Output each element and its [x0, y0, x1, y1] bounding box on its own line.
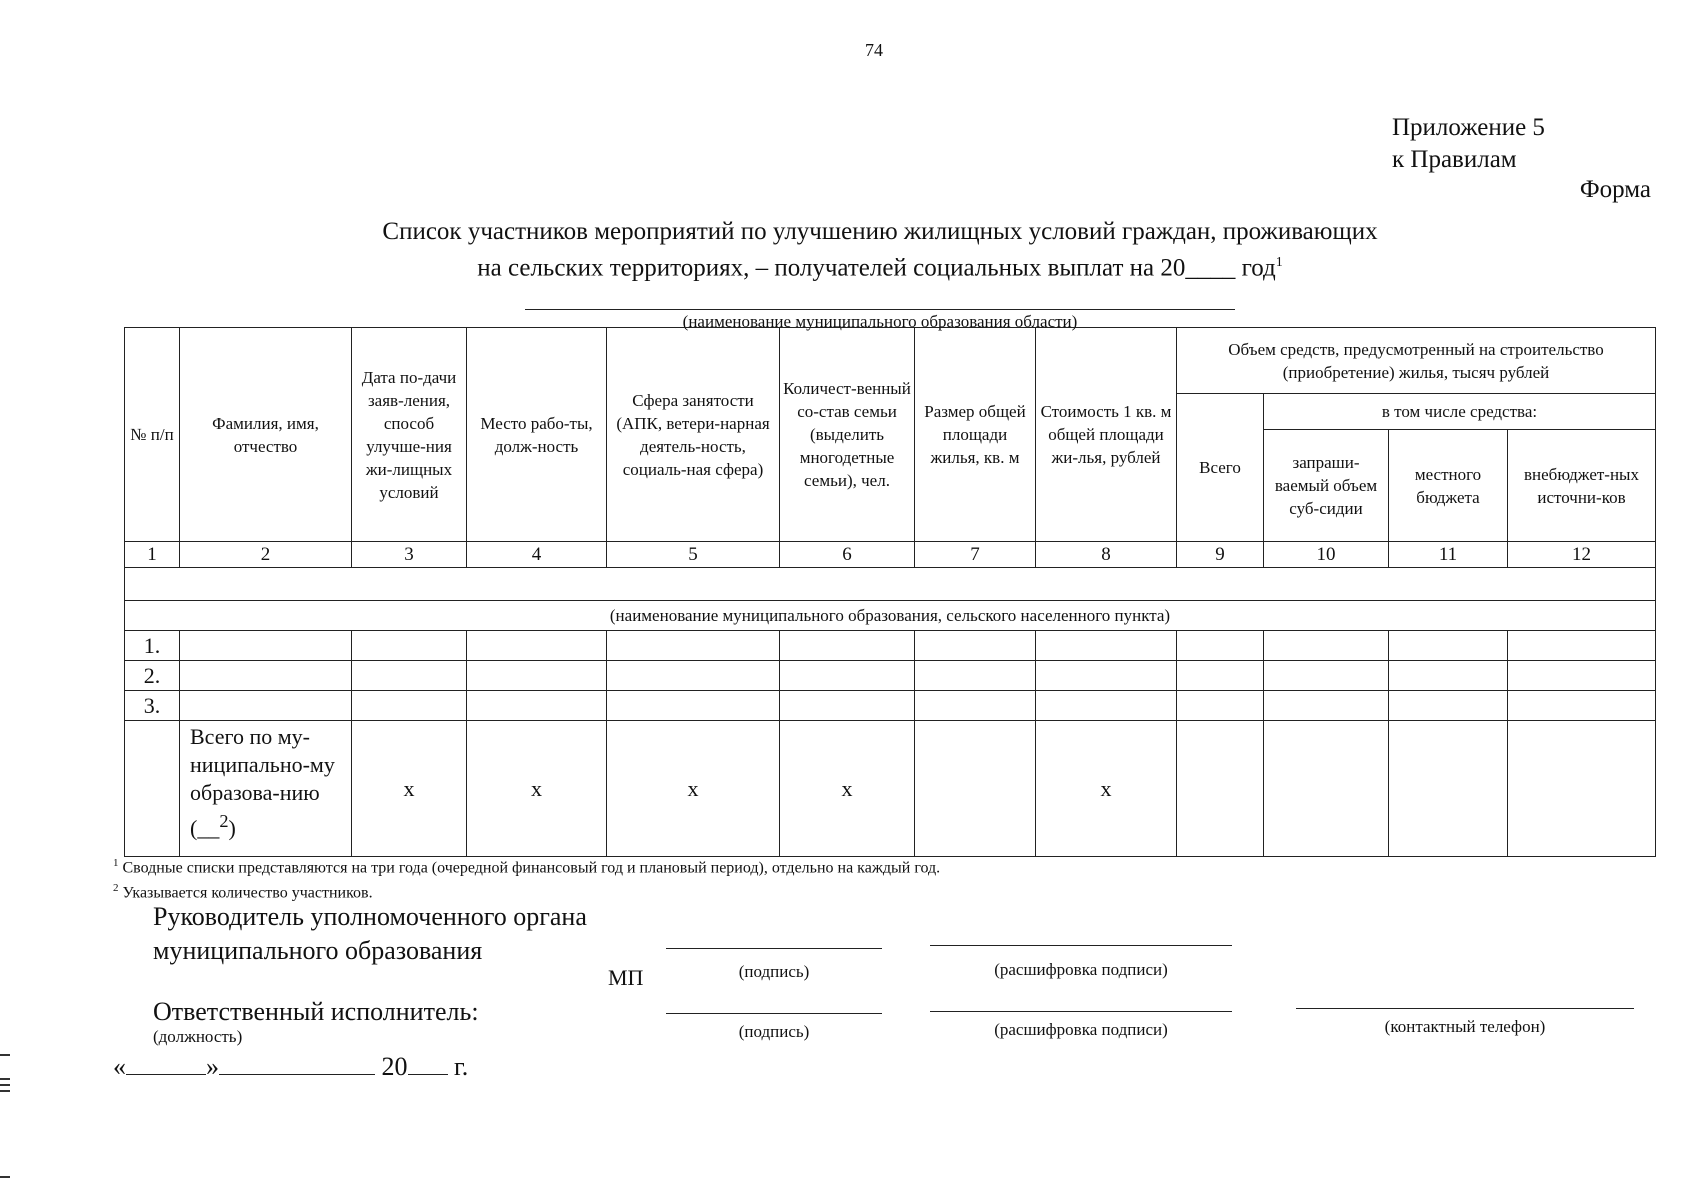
- x-mark: х: [467, 721, 607, 857]
- table-cell[interactable]: [780, 631, 915, 661]
- head-title-line-2: муниципального образования: [153, 936, 483, 965]
- total-label-end: ): [228, 815, 236, 841]
- x-mark: х: [607, 721, 780, 857]
- table-cell[interactable]: [1389, 691, 1508, 721]
- table-cell[interactable]: [915, 661, 1036, 691]
- total-footnote-ref: 2: [219, 811, 229, 831]
- header-subsidy: запраши-ваемый объем суб-сидии: [1264, 430, 1389, 542]
- table-cell[interactable]: [1177, 691, 1264, 721]
- table-cell[interactable]: [1389, 661, 1508, 691]
- row-number: 3.: [125, 691, 180, 721]
- table-cell[interactable]: [1389, 721, 1508, 857]
- table-cell[interactable]: [780, 691, 915, 721]
- region-blank-line: [525, 309, 1235, 310]
- footnote-1-ref: 1: [113, 857, 119, 869]
- x-mark: х: [1036, 721, 1177, 857]
- scan-edge-mark: [0, 1078, 10, 1080]
- table-cell[interactable]: [1508, 631, 1656, 661]
- title-line-2-text: на сельских территориях, – получателей социальных выплат на 20____ год: [477, 254, 1276, 282]
- table-cell[interactable]: [1036, 691, 1177, 721]
- row-number: 2.: [125, 661, 180, 691]
- scan-edge-mark: [0, 1090, 10, 1092]
- date-year-prefix: 20: [381, 1052, 408, 1081]
- header-workplace: Место рабо-ты, долж-ность: [467, 328, 607, 542]
- table-cell[interactable]: [607, 631, 780, 661]
- phone-caption: (контактный телефон): [1384, 1017, 1546, 1036]
- footnote-2-ref: 2: [113, 882, 119, 894]
- table-cell[interactable]: [1508, 661, 1656, 691]
- page-number: 74: [865, 40, 883, 60]
- x-mark: х: [780, 721, 915, 857]
- appendix-line-2: к Правилам: [1392, 146, 1517, 173]
- title-line-1: Список участников мероприятий по улучшению жилищных условий граждан, проживающих: [382, 218, 1378, 245]
- table-cell[interactable]: [1508, 691, 1656, 721]
- footnote-1: [113, 857, 940, 877]
- table-cell[interactable]: [1177, 721, 1264, 857]
- total-label: [180, 721, 352, 857]
- date-year-suffix: г.: [454, 1052, 469, 1081]
- municipality-caption: (наименование муниципального образования, сельского населенного пункта): [125, 601, 1656, 631]
- table-row: [125, 631, 1656, 661]
- header-cost: Стоимость 1 кв. м общей площади жи-лья, рублей: [1036, 328, 1177, 542]
- header-area: Размер общей площади жилья, кв. м: [915, 328, 1036, 542]
- table-cell[interactable]: [467, 691, 607, 721]
- total-row: [125, 721, 1656, 857]
- column-number: 3: [352, 542, 467, 568]
- column-number: 5: [607, 542, 780, 568]
- table-row: [125, 661, 1656, 691]
- table-cell[interactable]: [607, 691, 780, 721]
- table-cell[interactable]: [180, 631, 352, 661]
- stamp-place: МП: [608, 965, 644, 990]
- appendix-line-1: Приложение 5: [1392, 114, 1545, 141]
- head-title-line-1: Руководитель уполномоченного органа: [153, 902, 587, 931]
- head-decipher-caption: (расшифровка подписи): [994, 960, 1168, 979]
- position-caption: (должность): [153, 1027, 243, 1046]
- header-funds-group: Объем средств, предусмотренный на строительство (приобретение) жилья, тысяч рублей: [1177, 328, 1656, 394]
- executor-signature-caption: (подпись): [738, 1022, 810, 1041]
- header-extra: внебюджет-ных источни-ков: [1508, 430, 1656, 542]
- scan-edge-mark: [0, 1084, 10, 1086]
- column-number: 1: [125, 542, 180, 568]
- table-cell[interactable]: [607, 661, 780, 691]
- table-cell[interactable]: [352, 631, 467, 661]
- appendix-block: [1392, 112, 1545, 176]
- table-cell[interactable]: [352, 661, 467, 691]
- header-including: в том числе средства:: [1264, 394, 1656, 430]
- date-open-quote: «: [113, 1052, 126, 1081]
- column-number: 4: [467, 542, 607, 568]
- date-line: [113, 1052, 468, 1082]
- form-label: Форма: [1579, 176, 1651, 203]
- table-cell[interactable]: [1264, 691, 1389, 721]
- table-cell[interactable]: [1036, 631, 1177, 661]
- executor-signature-line[interactable]: [666, 1013, 882, 1014]
- header-num: № п/п: [125, 328, 180, 542]
- footnote-1-text: Сводные списки представляются на три года (очередной финансовый год и плановый период), отдельно на каждый год.: [122, 859, 941, 877]
- executor-title: Ответственный исполнитель:: [153, 997, 479, 1026]
- header-sphere: Сфера занятости (АПК, ветери-нарная деятель-ность, социаль-ная сфера): [607, 328, 780, 542]
- table-cell[interactable]: [1036, 661, 1177, 691]
- executor-decipher-line[interactable]: [930, 1011, 1232, 1012]
- date-close-quote: »: [206, 1052, 219, 1081]
- column-number: 7: [915, 542, 1036, 568]
- column-number: 6: [780, 542, 915, 568]
- table-cell[interactable]: [1264, 661, 1389, 691]
- row-number: 1.: [125, 631, 180, 661]
- date-day-blank[interactable]: [126, 1052, 206, 1075]
- column-number: 12: [1508, 542, 1656, 568]
- head-title: [153, 900, 587, 968]
- footnote-2-text: Указывается количество участников.: [122, 884, 373, 902]
- table-cell[interactable]: [915, 691, 1036, 721]
- total-label-text: Всего по му-ниципально-му образова-нию (__: [190, 724, 335, 841]
- table-cell: [125, 721, 180, 857]
- head-decipher-line[interactable]: [930, 945, 1232, 946]
- column-numbers-row: [125, 542, 1656, 568]
- table-cell[interactable]: [780, 661, 915, 691]
- table-cell[interactable]: [1177, 661, 1264, 691]
- scan-edge-mark: [0, 1054, 10, 1056]
- x-mark: х: [352, 721, 467, 857]
- table-cell[interactable]: [467, 631, 607, 661]
- header-local: местного бюджета: [1389, 430, 1508, 542]
- municipality-blank-row[interactable]: [125, 568, 1656, 601]
- date-year-blank[interactable]: [408, 1052, 448, 1075]
- header-family: Количест-венный со-став семьи (выделить многодетные семьи), чел.: [780, 328, 915, 542]
- title-line-2: [230, 247, 1530, 283]
- table-cell[interactable]: [1264, 631, 1389, 661]
- title-footnote-ref: 1: [1275, 255, 1283, 270]
- table-cell[interactable]: [1177, 631, 1264, 661]
- region-caption: (наименование муниципального образования области): [682, 312, 1078, 331]
- table-cell[interactable]: [915, 721, 1036, 857]
- executor-decipher-caption: (расшифровка подписи): [994, 1020, 1168, 1039]
- phone-line[interactable]: [1296, 1008, 1634, 1009]
- table-cell[interactable]: [467, 661, 607, 691]
- column-number: 2: [180, 542, 352, 568]
- table-cell[interactable]: [352, 691, 467, 721]
- column-number: 9: [1177, 542, 1264, 568]
- header-total: Всего: [1177, 394, 1264, 542]
- date-month-blank[interactable]: [219, 1052, 375, 1075]
- table-cell[interactable]: [180, 661, 352, 691]
- scan-edge-mark: [0, 1176, 10, 1178]
- column-number: 10: [1264, 542, 1389, 568]
- table-cell[interactable]: [180, 691, 352, 721]
- column-number: 11: [1389, 542, 1508, 568]
- header-name: Фамилия, имя, отчество: [180, 328, 352, 542]
- head-signature-caption: (подпись): [738, 962, 810, 981]
- table-cell[interactable]: [1508, 721, 1656, 857]
- participants-table: [124, 327, 1656, 857]
- head-signature-line[interactable]: [666, 948, 882, 949]
- table-row: [125, 691, 1656, 721]
- table-cell[interactable]: [1389, 631, 1508, 661]
- column-number: 8: [1036, 542, 1177, 568]
- table-cell[interactable]: [915, 631, 1036, 661]
- table-cell[interactable]: [1264, 721, 1389, 857]
- header-date: Дата по-дачи заяв-ления, способ улучше-ния жи-лищных условий: [352, 328, 467, 542]
- document-title: [230, 216, 1530, 283]
